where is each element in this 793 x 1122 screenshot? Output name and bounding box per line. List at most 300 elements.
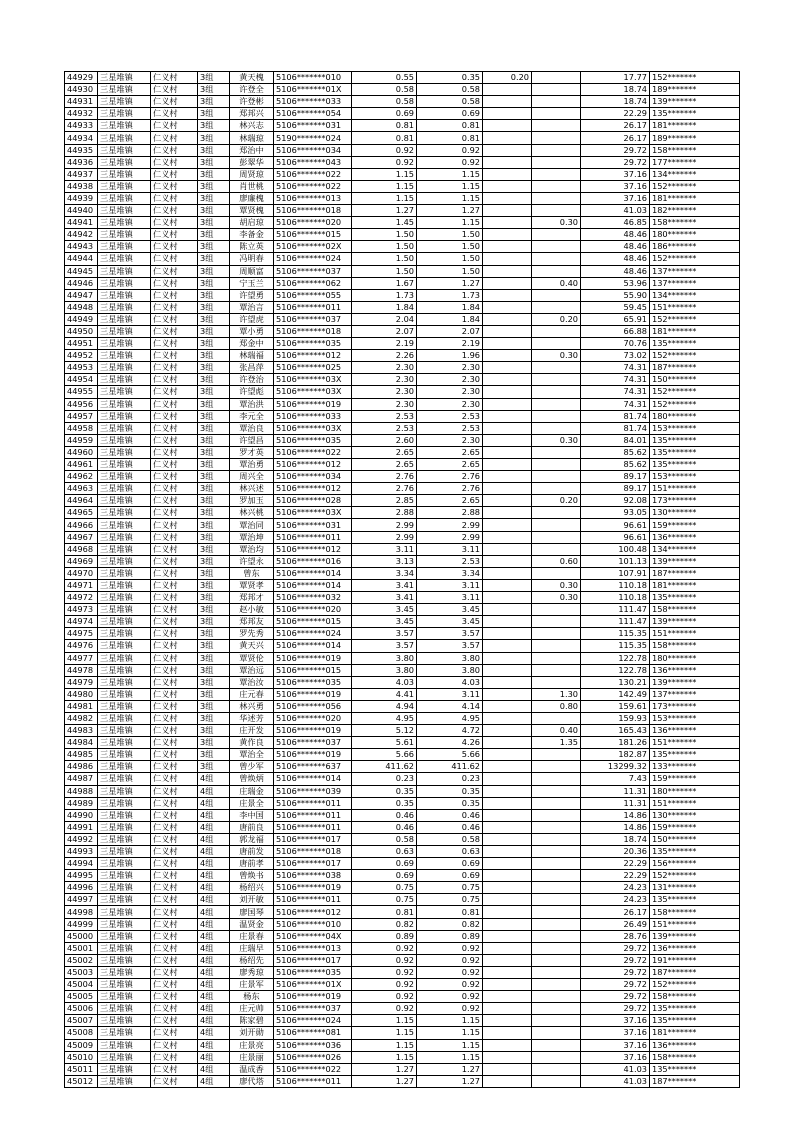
cell-total-area: 0.92 bbox=[352, 144, 417, 156]
cell-group: 4组 bbox=[198, 797, 230, 809]
cell-town: 三星堆镇 bbox=[98, 652, 151, 664]
cell-group: 3组 bbox=[198, 495, 230, 507]
cell-row-number: 44975 bbox=[65, 628, 98, 640]
cell-area-c bbox=[532, 761, 581, 773]
cell-group: 3组 bbox=[198, 459, 230, 471]
cell-village: 仁义村 bbox=[151, 108, 198, 120]
cell-row-number: 45003 bbox=[65, 966, 98, 978]
cell-village: 仁义村 bbox=[151, 979, 198, 991]
cell-area-c bbox=[532, 954, 581, 966]
cell-area-a: 2.30 bbox=[417, 398, 483, 410]
cell-town: 三星堆镇 bbox=[98, 72, 151, 84]
cell-group: 3组 bbox=[198, 676, 230, 688]
cell-phone: 181******* bbox=[650, 192, 740, 204]
cell-area-a: 3.11 bbox=[417, 592, 483, 604]
table-row bbox=[65, 954, 740, 966]
cell-name: 覃治勇 bbox=[230, 459, 274, 471]
cell-area-c bbox=[532, 749, 581, 761]
cell-village: 仁义村 bbox=[151, 495, 198, 507]
cell-total-area: 5.61 bbox=[352, 737, 417, 749]
cell-group: 3组 bbox=[198, 386, 230, 398]
cell-area-c bbox=[532, 265, 581, 277]
cell-row-number: 45008 bbox=[65, 1027, 98, 1039]
cell-town: 三星堆镇 bbox=[98, 930, 151, 942]
cell-phone: 139******* bbox=[650, 555, 740, 567]
cell-total-area: 2.65 bbox=[352, 446, 417, 458]
cell-name: 许望彪 bbox=[230, 386, 274, 398]
cell-area-c bbox=[532, 362, 581, 374]
cell-group: 3组 bbox=[198, 616, 230, 628]
cell-area-b bbox=[483, 579, 532, 591]
cell-area-a: 0.69 bbox=[417, 108, 483, 120]
cell-id-number: 5106*******013 bbox=[274, 192, 352, 204]
cell-id-number: 5106*******037 bbox=[274, 313, 352, 325]
cell-village: 仁义村 bbox=[151, 906, 198, 918]
cell-group: 3组 bbox=[198, 737, 230, 749]
cell-phone: 152******* bbox=[650, 313, 740, 325]
cell-id-number: 5106*******036 bbox=[274, 1039, 352, 1051]
cell-amount: 37.16 bbox=[581, 1027, 650, 1039]
cell-area-b bbox=[483, 966, 532, 978]
cell-name: 许望永 bbox=[230, 555, 274, 567]
cell-area-a: 0.63 bbox=[417, 846, 483, 858]
cell-amount: 93.05 bbox=[581, 507, 650, 519]
cell-row-number: 44962 bbox=[65, 471, 98, 483]
cell-phone: 159******* bbox=[650, 773, 740, 785]
cell-town: 三星堆镇 bbox=[98, 749, 151, 761]
cell-town: 三星堆镇 bbox=[98, 592, 151, 604]
table-row bbox=[65, 640, 740, 652]
cell-id-number: 5106*******019 bbox=[274, 652, 352, 664]
cell-group: 3组 bbox=[198, 422, 230, 434]
cell-village: 仁义村 bbox=[151, 773, 198, 785]
cell-phone: 191******* bbox=[650, 954, 740, 966]
cell-village: 仁义村 bbox=[151, 761, 198, 773]
cell-town: 三星堆镇 bbox=[98, 495, 151, 507]
cell-total-area: 2.53 bbox=[352, 422, 417, 434]
cell-area-a: 0.92 bbox=[417, 954, 483, 966]
cell-area-a: 1.27 bbox=[417, 1063, 483, 1075]
cell-town: 三星堆镇 bbox=[98, 797, 151, 809]
cell-row-number: 44978 bbox=[65, 664, 98, 676]
cell-area-c bbox=[532, 253, 581, 265]
cell-name: 庄景军 bbox=[230, 979, 274, 991]
cell-village: 仁义村 bbox=[151, 833, 198, 845]
cell-area-c bbox=[532, 398, 581, 410]
cell-town: 三星堆镇 bbox=[98, 241, 151, 253]
table-row bbox=[65, 144, 740, 156]
cell-row-number: 44999 bbox=[65, 918, 98, 930]
cell-group: 4组 bbox=[198, 1027, 230, 1039]
table-row bbox=[65, 991, 740, 1003]
cell-amount: 70.76 bbox=[581, 338, 650, 350]
cell-area-b bbox=[483, 567, 532, 579]
cell-town: 三星堆镇 bbox=[98, 543, 151, 555]
cell-village: 仁义村 bbox=[151, 144, 198, 156]
cell-town: 三星堆镇 bbox=[98, 870, 151, 882]
cell-town: 三星堆镇 bbox=[98, 180, 151, 192]
cell-total-area: 1.84 bbox=[352, 301, 417, 313]
table-row bbox=[65, 495, 740, 507]
cell-name: 李备金 bbox=[230, 229, 274, 241]
cell-group: 3组 bbox=[198, 531, 230, 543]
cell-village: 仁义村 bbox=[151, 616, 198, 628]
cell-area-c: 0.40 bbox=[532, 725, 581, 737]
table-row bbox=[65, 737, 740, 749]
cell-row-number: 44931 bbox=[65, 96, 98, 108]
cell-area-a: 0.92 bbox=[417, 156, 483, 168]
cell-name: 黄天槐 bbox=[230, 72, 274, 84]
cell-town: 三星堆镇 bbox=[98, 1063, 151, 1075]
cell-group: 3组 bbox=[198, 132, 230, 144]
cell-group: 3组 bbox=[198, 84, 230, 96]
cell-phone: 135******* bbox=[650, 434, 740, 446]
table-row bbox=[65, 579, 740, 591]
cell-id-number: 5106*******055 bbox=[274, 289, 352, 301]
cell-total-area: 1.27 bbox=[352, 1075, 417, 1087]
cell-amount: 65.91 bbox=[581, 313, 650, 325]
cell-area-a: 2.65 bbox=[417, 495, 483, 507]
cell-row-number: 44939 bbox=[65, 192, 98, 204]
cell-row-number: 44954 bbox=[65, 374, 98, 386]
cell-id-number: 5106*******01X bbox=[274, 979, 352, 991]
cell-row-number: 44935 bbox=[65, 144, 98, 156]
table-row bbox=[65, 446, 740, 458]
cell-name: 覃治同 bbox=[230, 519, 274, 531]
cell-amount: 13299.32 bbox=[581, 761, 650, 773]
cell-town: 三星堆镇 bbox=[98, 1051, 151, 1063]
cell-total-area: 1.27 bbox=[352, 1063, 417, 1075]
cell-total-area: 3.45 bbox=[352, 604, 417, 616]
cell-town: 三星堆镇 bbox=[98, 821, 151, 833]
table-row bbox=[65, 459, 740, 471]
cell-name: 覃贤孝 bbox=[230, 579, 274, 591]
cell-name: 杨东 bbox=[230, 991, 274, 1003]
cell-id-number: 5106*******015 bbox=[274, 229, 352, 241]
cell-phone: 151******* bbox=[650, 301, 740, 313]
cell-phone: 158******* bbox=[650, 217, 740, 229]
cell-area-c: 1.35 bbox=[532, 737, 581, 749]
cell-area-b bbox=[483, 217, 532, 229]
cell-row-number: 44961 bbox=[65, 459, 98, 471]
cell-amount: 41.03 bbox=[581, 1075, 650, 1087]
cell-amount: 110.18 bbox=[581, 592, 650, 604]
cell-town: 三星堆镇 bbox=[98, 96, 151, 108]
table-row bbox=[65, 350, 740, 362]
cell-amount: 26.17 bbox=[581, 132, 650, 144]
cell-village: 仁义村 bbox=[151, 289, 198, 301]
cell-area-a: 2.88 bbox=[417, 507, 483, 519]
cell-area-a: 3.57 bbox=[417, 640, 483, 652]
cell-id-number: 5106*******020 bbox=[274, 712, 352, 724]
table-row bbox=[65, 205, 740, 217]
cell-area-b bbox=[483, 543, 532, 555]
cell-area-a: 1.96 bbox=[417, 350, 483, 362]
cell-id-number: 5106*******016 bbox=[274, 555, 352, 567]
table-row bbox=[65, 253, 740, 265]
cell-area-a: 1.15 bbox=[417, 1027, 483, 1039]
cell-row-number: 44942 bbox=[65, 229, 98, 241]
cell-area-c bbox=[532, 991, 581, 1003]
cell-amount: 37.16 bbox=[581, 1015, 650, 1027]
cell-phone: 158******* bbox=[650, 640, 740, 652]
cell-amount: 100.48 bbox=[581, 543, 650, 555]
cell-area-b bbox=[483, 180, 532, 192]
cell-phone: 153******* bbox=[650, 422, 740, 434]
cell-amount: 18.74 bbox=[581, 833, 650, 845]
cell-area-a: 0.69 bbox=[417, 870, 483, 882]
table-row bbox=[65, 120, 740, 132]
cell-town: 三星堆镇 bbox=[98, 156, 151, 168]
cell-area-c: 0.80 bbox=[532, 700, 581, 712]
cell-amount: 48.46 bbox=[581, 241, 650, 253]
cell-total-area: 0.23 bbox=[352, 773, 417, 785]
cell-area-c bbox=[532, 966, 581, 978]
cell-id-number: 5106*******011 bbox=[274, 797, 352, 809]
cell-total-area: 1.15 bbox=[352, 168, 417, 180]
cell-amount: 115.35 bbox=[581, 628, 650, 640]
cell-area-b bbox=[483, 301, 532, 313]
cell-area-c bbox=[532, 507, 581, 519]
cell-id-number: 5106*******024 bbox=[274, 253, 352, 265]
cell-village: 仁义村 bbox=[151, 918, 198, 930]
cell-village: 仁义村 bbox=[151, 652, 198, 664]
cell-group: 3组 bbox=[198, 192, 230, 204]
cell-group: 4组 bbox=[198, 882, 230, 894]
cell-group: 4组 bbox=[198, 870, 230, 882]
cell-area-a: 0.75 bbox=[417, 882, 483, 894]
cell-area-c bbox=[532, 979, 581, 991]
cell-row-number: 44974 bbox=[65, 616, 98, 628]
table-body bbox=[65, 72, 740, 1088]
cell-amount: 29.72 bbox=[581, 979, 650, 991]
cell-name: 赵小敏 bbox=[230, 604, 274, 616]
cell-name: 华述芳 bbox=[230, 712, 274, 724]
cell-id-number: 5106*******017 bbox=[274, 833, 352, 845]
cell-area-b bbox=[483, 616, 532, 628]
cell-amount: 48.46 bbox=[581, 229, 650, 241]
cell-village: 仁义村 bbox=[151, 700, 198, 712]
cell-total-area: 1.45 bbox=[352, 217, 417, 229]
cell-group: 3组 bbox=[198, 688, 230, 700]
cell-area-a: 4.72 bbox=[417, 725, 483, 737]
cell-area-a: 5.66 bbox=[417, 749, 483, 761]
cell-group: 3组 bbox=[198, 555, 230, 567]
cell-amount: 107.91 bbox=[581, 567, 650, 579]
cell-amount: 182.87 bbox=[581, 749, 650, 761]
cell-village: 仁义村 bbox=[151, 664, 198, 676]
table-row bbox=[65, 338, 740, 350]
cell-id-number: 5106*******011 bbox=[274, 301, 352, 313]
cell-row-number: 44971 bbox=[65, 579, 98, 591]
cell-group: 3组 bbox=[198, 712, 230, 724]
cell-phone: 130******* bbox=[650, 809, 740, 821]
cell-group: 3组 bbox=[198, 241, 230, 253]
cell-phone: 181******* bbox=[650, 325, 740, 337]
cell-town: 三星堆镇 bbox=[98, 386, 151, 398]
cell-area-b bbox=[483, 700, 532, 712]
cell-area-b bbox=[483, 664, 532, 676]
cell-total-area: 1.50 bbox=[352, 253, 417, 265]
cell-town: 三星堆镇 bbox=[98, 289, 151, 301]
cell-area-c bbox=[532, 156, 581, 168]
cell-total-area: 3.11 bbox=[352, 543, 417, 555]
cell-total-area: 0.58 bbox=[352, 833, 417, 845]
cell-id-number: 5106*******011 bbox=[274, 894, 352, 906]
cell-row-number: 44963 bbox=[65, 483, 98, 495]
cell-town: 三星堆镇 bbox=[98, 966, 151, 978]
cell-id-number: 5106*******022 bbox=[274, 168, 352, 180]
cell-area-b bbox=[483, 253, 532, 265]
cell-area-b bbox=[483, 1015, 532, 1027]
cell-village: 仁义村 bbox=[151, 422, 198, 434]
cell-amount: 24.23 bbox=[581, 894, 650, 906]
cell-total-area: 0.55 bbox=[352, 72, 417, 84]
table-row bbox=[65, 84, 740, 96]
table-row bbox=[65, 870, 740, 882]
cell-id-number: 5106*******012 bbox=[274, 483, 352, 495]
cell-area-b bbox=[483, 761, 532, 773]
cell-name: 陈立英 bbox=[230, 241, 274, 253]
cell-id-number: 5106*******019 bbox=[274, 398, 352, 410]
cell-area-b bbox=[483, 362, 532, 374]
cell-area-b bbox=[483, 1039, 532, 1051]
table-row bbox=[65, 773, 740, 785]
cell-area-a: 1.27 bbox=[417, 277, 483, 289]
cell-id-number: 5106*******018 bbox=[274, 325, 352, 337]
cell-area-a: 1.84 bbox=[417, 301, 483, 313]
cell-phone: 135******* bbox=[650, 846, 740, 858]
cell-phone: 158******* bbox=[650, 1051, 740, 1063]
cell-village: 仁义村 bbox=[151, 604, 198, 616]
cell-area-b bbox=[483, 749, 532, 761]
cell-area-c bbox=[532, 229, 581, 241]
cell-name: 庄景全 bbox=[230, 797, 274, 809]
cell-row-number: 44929 bbox=[65, 72, 98, 84]
cell-area-a: 2.76 bbox=[417, 471, 483, 483]
cell-amount: 37.16 bbox=[581, 192, 650, 204]
table-row bbox=[65, 858, 740, 870]
cell-id-number: 5106*******017 bbox=[274, 954, 352, 966]
cell-village: 仁义村 bbox=[151, 1051, 198, 1063]
cell-id-number: 5106*******02X bbox=[274, 241, 352, 253]
cell-phone: 189******* bbox=[650, 84, 740, 96]
data-table bbox=[64, 71, 740, 1088]
cell-phone: 135******* bbox=[650, 1015, 740, 1027]
cell-area-b bbox=[483, 519, 532, 531]
cell-row-number: 44977 bbox=[65, 652, 98, 664]
cell-phone: 186******* bbox=[650, 241, 740, 253]
cell-area-c bbox=[532, 241, 581, 253]
cell-row-number: 44990 bbox=[65, 809, 98, 821]
cell-phone: 151******* bbox=[650, 483, 740, 495]
cell-town: 三星堆镇 bbox=[98, 398, 151, 410]
cell-id-number: 5106*******012 bbox=[274, 459, 352, 471]
cell-amount: 18.74 bbox=[581, 96, 650, 108]
cell-phone: 130******* bbox=[650, 507, 740, 519]
cell-phone: 152******* bbox=[650, 180, 740, 192]
cell-row-number: 44991 bbox=[65, 821, 98, 833]
cell-village: 仁义村 bbox=[151, 1063, 198, 1075]
cell-total-area: 0.58 bbox=[352, 96, 417, 108]
cell-phone: 151******* bbox=[650, 628, 740, 640]
cell-area-b bbox=[483, 640, 532, 652]
cell-name: 郑金中 bbox=[230, 338, 274, 350]
cell-row-number: 45005 bbox=[65, 991, 98, 1003]
table-row bbox=[65, 785, 740, 797]
cell-area-b bbox=[483, 773, 532, 785]
cell-id-number: 5106*******03X bbox=[274, 422, 352, 434]
cell-phone: 135******* bbox=[650, 1003, 740, 1015]
cell-village: 仁义村 bbox=[151, 120, 198, 132]
cell-area-c bbox=[532, 519, 581, 531]
cell-area-a: 2.53 bbox=[417, 410, 483, 422]
cell-village: 仁义村 bbox=[151, 192, 198, 204]
cell-area-c bbox=[532, 1063, 581, 1075]
cell-area-c bbox=[532, 821, 581, 833]
cell-id-number: 5106*******011 bbox=[274, 1075, 352, 1087]
cell-phone: 136******* bbox=[650, 531, 740, 543]
cell-name: 宁玉兰 bbox=[230, 277, 274, 289]
cell-area-c bbox=[532, 918, 581, 930]
cell-area-b bbox=[483, 991, 532, 1003]
cell-area-c bbox=[532, 386, 581, 398]
cell-total-area: 4.95 bbox=[352, 712, 417, 724]
table-row bbox=[65, 289, 740, 301]
cell-area-b bbox=[483, 954, 532, 966]
cell-phone: 134******* bbox=[650, 168, 740, 180]
cell-village: 仁义村 bbox=[151, 942, 198, 954]
table-row bbox=[65, 422, 740, 434]
cell-village: 仁义村 bbox=[151, 459, 198, 471]
cell-id-number: 5106*******012 bbox=[274, 906, 352, 918]
table-row bbox=[65, 809, 740, 821]
cell-row-number: 44940 bbox=[65, 205, 98, 217]
cell-total-area: 411.62 bbox=[352, 761, 417, 773]
cell-group: 4组 bbox=[198, 1015, 230, 1027]
cell-id-number: 5106*******019 bbox=[274, 688, 352, 700]
table-row bbox=[65, 265, 740, 277]
cell-total-area: 0.92 bbox=[352, 991, 417, 1003]
cell-name: 许登全 bbox=[230, 84, 274, 96]
cell-phone: 153******* bbox=[650, 712, 740, 724]
table-row bbox=[65, 894, 740, 906]
cell-total-area: 2.76 bbox=[352, 471, 417, 483]
cell-village: 仁义村 bbox=[151, 519, 198, 531]
cell-area-c bbox=[532, 1003, 581, 1015]
cell-town: 三星堆镇 bbox=[98, 700, 151, 712]
cell-total-area: 0.46 bbox=[352, 821, 417, 833]
cell-area-b bbox=[483, 313, 532, 325]
cell-area-c bbox=[532, 96, 581, 108]
cell-group: 3组 bbox=[198, 749, 230, 761]
table-row bbox=[65, 846, 740, 858]
cell-area-b bbox=[483, 168, 532, 180]
cell-area-a: 3.11 bbox=[417, 543, 483, 555]
cell-area-c bbox=[532, 325, 581, 337]
cell-phone: 180******* bbox=[650, 410, 740, 422]
cell-id-number: 5106*******011 bbox=[274, 821, 352, 833]
cell-area-b bbox=[483, 84, 532, 96]
cell-row-number: 44955 bbox=[65, 386, 98, 398]
cell-total-area: 0.69 bbox=[352, 858, 417, 870]
cell-town: 三星堆镇 bbox=[98, 108, 151, 120]
cell-amount: 22.29 bbox=[581, 108, 650, 120]
cell-area-b bbox=[483, 906, 532, 918]
cell-phone: 158******* bbox=[650, 604, 740, 616]
cell-area-c: 0.30 bbox=[532, 217, 581, 229]
cell-group: 4组 bbox=[198, 966, 230, 978]
